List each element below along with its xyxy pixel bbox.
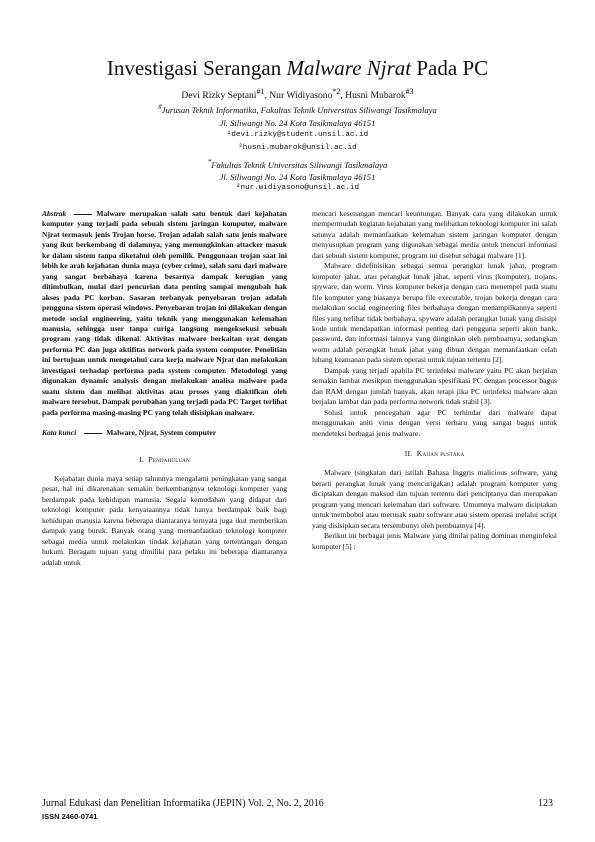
em-dash: [74, 214, 92, 215]
affiliation-1: [0, 103, 595, 115]
email-3: ³husni.mubarok@unsil.ac.id: [238, 144, 357, 152]
abstract: [42, 209, 287, 418]
keywords-text: Malware, Njrat, System computer: [106, 428, 217, 438]
affiliation-2-sup: *: [207, 158, 212, 166]
affiliation-2: [0, 158, 595, 170]
intro-paragraph: Kejahatan dunia maya setiap tahunnya mengalami peningkatan yang sangat pesat, hal ini dikarenakan semakin berkembangnya teknologi komputer yang berdampak pada kehidupan manusia. Segala kemudahan yang didapat dari teknologi komputer pada kenyataannya tidak hanya berdampak baik bagi kehidupan manusia karena beberapa diantaranya ternyata juga ikut memberikan dampak yang buruk. Banyak orang yang memanfaatkan teknologi komputer sebagai media untuk melakukan tindak kejahatan yang tertentangan dengan hukum. Beragam tujuan yang dimiliki para pelaku ini beberapa diantaranya adalah untuk: [42, 473, 287, 567]
author-list: [0, 87, 595, 101]
right-column: [312, 209, 557, 552]
title-italic-part: Malware Njrat: [286, 56, 412, 80]
title-part-end: Pada PC: [411, 56, 489, 80]
issn-label: ISSN 2460-0741: [42, 812, 98, 821]
page-number: 123: [538, 798, 553, 809]
email-1: ¹devi.rizky@student.unsil.ac.id: [226, 131, 369, 139]
affiliation-2-text: Fakultas Teknik Universitas Siliwangi Tasikmalaya: [211, 159, 388, 170]
abstract-label: Abstrak: [42, 209, 67, 218]
affiliation-1-sup: #: [158, 103, 162, 111]
impact-paragraph: Dampak yang terjadi apabila PC terinfeksi malware yaitu PC akan berjalan semakin lambat mesikpun menggunakan spesifikasi PC dengan processor bagus dan RAM dengan jumlah banyak, akan tetapi jika PC terinfeksi malware akan berjalan lambat dan pada performa network tidak stabil [3].: [312, 365, 557, 407]
author-2-sup: *2: [332, 87, 341, 96]
section-title: Pendahuluan: [148, 454, 190, 464]
author-1-sup: #1: [256, 87, 265, 96]
title-part: Investigasi Serangan: [106, 56, 287, 80]
section-heading-1: [42, 455, 287, 465]
keywords-label: Kata kunci: [42, 428, 77, 438]
section-number: I.: [139, 454, 145, 464]
author-2: , Nur Widiyasono: [264, 90, 333, 102]
malware-definition-paragraph: Malware didefinisikan sebagai semua perangkat lunak jahat, program komputer jahat, atau perangkat lunak jahat, seperti virus (komputer), trojans, spyware, dan worm. Virus komputer bekerja dengan cara menempel pada suatu file komputer yang biasanya berupa file executable, trojan bekerja dengan cara melakukan social engineering files berbahaya dengan menampilkannya seperti files yang terlihat tidak berbahaya, spyware adalah perangkat lunak yang disisipi kode untuk mendapatkan informasi penting dari pengguna seperti akun bank, password, dan informasi lainnya yang diinginkan oleh pembuatnya, sedangkan worm adalah perangkat lunak jahat yang dibuat dengan memanfaatkan celah lubang keamanan pada sistem operasi untuk tujuan tertentu [2].: [312, 261, 557, 365]
literature-paragraph-2: Berikut ini berbagai jenis Malware yang dinilai paling dominan menginfeksi komputer [5] :: [312, 531, 557, 551]
section-title: Kajian pustaka: [416, 448, 465, 458]
abstract-text: Malware merupakan salah satu bentuk dari kejahatan komputer yang terjadi pada sebuah sistem jaringan komputer, malware Njrat termasuk jenis Trojan horse. Trojan adalah salah satu jenis malware yang ikut berkembang di dalamnya, yang memungkinkan attacker masuk ke dalam sistem tanpa diketahui oleh pemilik. Penggunaan trojan saat ini lebih ke arah kejahatan dunia maya (cyber crime), salah satu dari malware yang sangat berbahaya karena besarnya dampak kerugian yang ditimbulkan, mulai dari pencurian data penting sampai mengubah hak akses pada PC korban. Sasaran terbanyak penyebaran trojan adalah pengguna sistem operasi windows. Penyebaran trojan ini dilakukan dengan metode social engineering, yaitu teknik yang menggunakan kelemahan manusia, sehingga user tanpa curiga langsung mengeksekusi sebuah program yang tidak dikenal. Aktivitas malware berkaitan erat dengan performa PC dan juga aktifitas network pada system computer. Penelitian ini bertujuan untuk mengetahui cara kerja malware Njrat dan melakukan investigasi terhadap performa pada system computer. Metodologi yang digunakan dynamic analysis dengan melakukan analisa malware pada suatu sistem dan melihat aktivitas atau proses yang diaktifkan oleh malware tersebut. Dampak perubahan yang terjadi pada PC Target terlihat pada performa masing-masing PC yang telah disisipkan malware.: [42, 209, 287, 417]
author-3-sup: #3: [405, 87, 414, 96]
solution-paragraph: Solusi untuk pencegahan agar PC terhindar dari malware dapat menggunakan aniti virus dengan versi terbaru yang sangat bagus untuk mendeteksi berbagai jenis malware.: [312, 407, 557, 438]
section-heading-2: [312, 449, 557, 459]
em-dash: [84, 433, 102, 434]
page-footer: [42, 798, 553, 809]
affiliation-1-text: Jurusan Teknik Informatika, Fakultas Teknik Universitas Siliwangi Tasikmalaya: [161, 104, 437, 115]
journal-citation: Jurnal Edukasi dan Penelitian Informatika (JEPIN) Vol. 2, No. 2, 2016: [42, 798, 324, 809]
left-column: [42, 209, 287, 568]
author-1: Devi Rizky Septani: [181, 90, 257, 102]
literature-paragraph-1: Malware (singkatan dari istilah Bahasa Inggris malicious software, yang berarti perangkat lunak yang mencurigakan) adalah program komputer yang diciptakan dengan maksud dan tujuan tertentu dari penciptanya dan merupakan program yang mencari kelemahan dari software. Umumnya malware diciptakan untuk membobol atau merusak suatu software atau sistem operasi melalui script yang disisipkan secara tersembunyi oleh pembuatnya [4].: [312, 468, 557, 530]
address-1: Jl. Siliwangi No. 24 Kota Tasikmalaya 46151: [219, 118, 376, 128]
keywords: [42, 428, 287, 438]
author-3: , Husni Mubarok: [340, 90, 406, 102]
section-number: II.: [404, 448, 413, 458]
address-2: Jl. Siliwangi No. 24 Kota Tasikmalaya 46151: [219, 172, 376, 182]
paper-title: [0, 56, 595, 80]
intro-continuation: mencari kesenangan mencari keuntungan. Banyak cara yang dilakukan untuk mempermudah kegiatan kejahatan yang melibatkan teknologi komputer ini salah satunya adalah memanfaatkan kelemahan sistem jaringan komputer dengan menyusupkan program yang digunakan sebagai media untuk mencuri informasi dari sebuah sistem komputer, program ini disebut sebagai malware [1].: [312, 209, 557, 260]
email-2: ²nur.widiyasono@unsil.ac.id: [235, 184, 360, 192]
